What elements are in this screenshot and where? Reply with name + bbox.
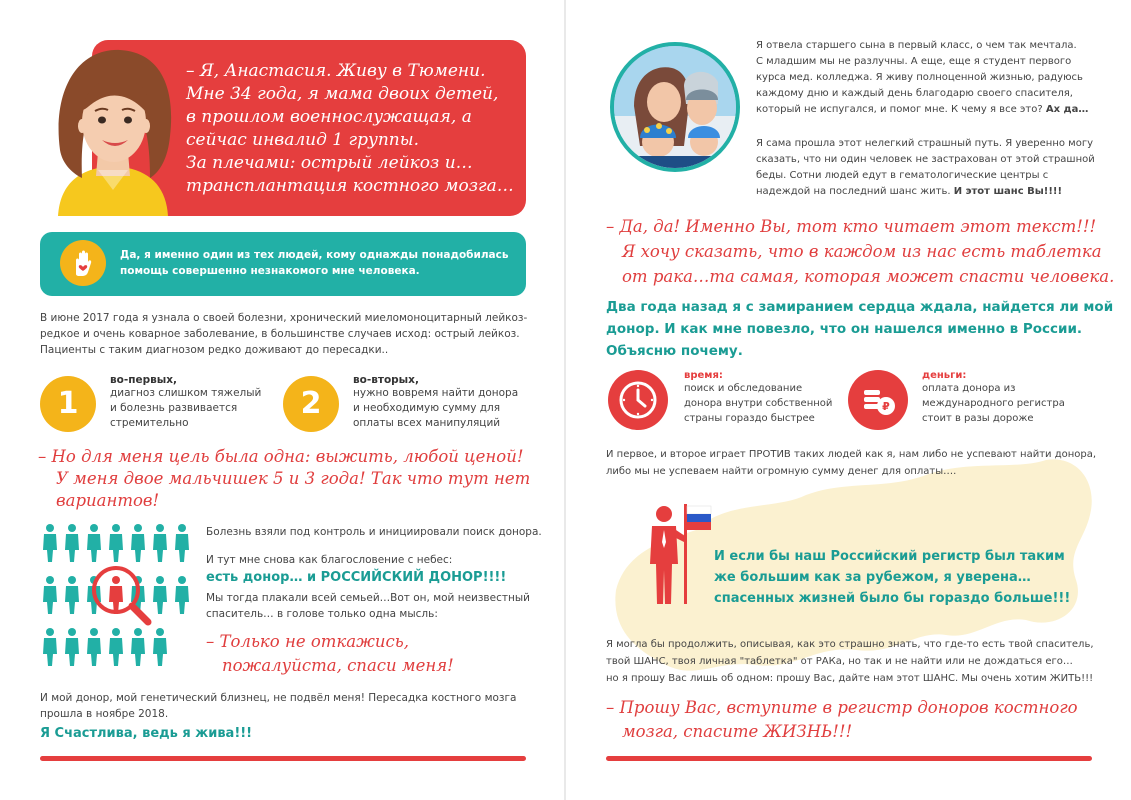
against-line: И первое, и второе играет ПРОТИВ таких людей как я, нам либо не успевают найти донора, (606, 449, 1097, 460)
donor-found-text: есть донор… и РОССИЙСКИЙ ДОНОР!!!! (206, 570, 507, 585)
continue-line: но я прошу Вас лишь об одном: прошу Вас, дайте нам этот ШАНС. Мы очень хотим ЖИТЬ!!! (606, 673, 1094, 684)
intro-line: трансплантация костного мозга… (186, 176, 514, 196)
intro-line: сейчас инвалид 1 группы. (186, 130, 419, 150)
against-paragraph (606, 446, 1126, 480)
twin-paragraph (40, 690, 540, 722)
bottom-divider (606, 756, 1092, 761)
path-line: Я сама прошла этот нелегкий страшный путь. Я уверенно могу (756, 138, 1093, 149)
point-number-1: 1 (40, 376, 96, 432)
intro-line: в прошлом военнослужащая, а (186, 107, 472, 127)
coins-icon (848, 370, 908, 430)
cried-paragraph (206, 590, 556, 622)
intro-line: – Я, Анастасия. Живу в Тюмени. (186, 61, 486, 81)
svg-text:₽: ₽ (882, 400, 890, 413)
point-line: и необходимую сумму для (353, 402, 501, 414)
path-line: надеждой на последний шанс жить. И этот шанс Вы!!!! (756, 186, 1063, 197)
school-line: С младшим мы не разлучны. А еще, еще я студент первого (756, 56, 1072, 67)
registry-line: же большим как за рубежом, я уверена… (714, 570, 1031, 585)
headline-line: Два года назад я с замиранием сердца ждала, найдется ли мой (606, 299, 1114, 315)
point-title: во-первых, (110, 374, 178, 386)
woman-avatar-illustration (38, 40, 188, 216)
quote-line: У меня двое мальчишек 5 и 3 года! Так что тут нет (56, 469, 531, 488)
donor-search-illustration (38, 522, 194, 678)
point-line: нужно вовремя найти донора (353, 387, 519, 399)
person-with-flag-illustration (644, 500, 714, 610)
banner-line: помощь совершенно незнакомого мне человека. (120, 265, 420, 277)
story-line: В июне 2017 года я узнала о своей болезни, хронический миеломоноцитарный лейкоз- (40, 312, 528, 324)
quote-line: – Только не откажись, (206, 632, 409, 651)
time-title: время: (684, 370, 723, 381)
cried-line: Мы тогда плакали всей семьей…Вот он, мой неизвестный (206, 592, 530, 604)
clock-icon (608, 370, 668, 430)
banner-line: Да, я именно один из тех людей, кому однажды понадобилась (120, 249, 509, 261)
continue-line: твой ШАНС, твоя личная "таблетка" от РАКа, но так и не найти или не дождаться его… (606, 656, 1073, 667)
continue-paragraph (606, 636, 1126, 687)
quote-line: пожалуйста, спаси меня! (222, 656, 454, 675)
quote-line: – Да, да! Именно Вы, тот кто читает этот текст!!! (606, 217, 1097, 236)
school-line: который не испугался, и помог мне. К чему я все это? Ах да… (756, 104, 1089, 115)
point-title: во-вторых, (353, 374, 419, 386)
twin-line: прошла в ноябре 2018. (40, 708, 169, 720)
quote-line: вариантов! (56, 491, 160, 510)
school-line: Я отвела старшего сына в первый класс, о чем так мечтала. (756, 40, 1077, 51)
control-text: Болезнь взяли под контроль и инициировали поиск донора. (206, 526, 542, 538)
cried-line: спаситель… в голове только одна мысль: (206, 608, 438, 620)
story-paragraph (40, 310, 540, 358)
family-photo (610, 42, 740, 172)
twin-line: И мой донор, мой генетический близнец, не подвёл меня! Пересадка костного мозга (40, 692, 517, 704)
headline-line: донор. И как мне повезло, что он нашелся именно в России. (606, 321, 1083, 337)
point-line: диагноз слишком тяжелый (110, 387, 262, 399)
quote-line: мозга, спасите ЖИЗНЬ!!! (622, 722, 853, 741)
registry-line: спасенных жизней было бы гораздо больше!!! (714, 591, 1071, 606)
quote-line: – Но для меня цель была одна: выжить, любой ценой! (38, 447, 524, 466)
path-paragraph (756, 136, 1106, 200)
right-page (566, 0, 1131, 800)
quote-line: Я хочу сказать, что в каждом из нас есть таблетка (622, 242, 1102, 261)
quote-join-registry (606, 696, 1126, 744)
money-line: международного регистра (922, 398, 1065, 409)
time-line: донора внутри собственной (684, 398, 833, 409)
happy-text: Я Счастлива, ведь я жива!!! (40, 726, 253, 741)
path-line: беды. Сотни людей едут в гематологические центры с (756, 170, 1049, 181)
time-line: поиск и обследование (684, 383, 803, 394)
point-line: стремительно (110, 417, 189, 429)
story-line: редкое и очень коварное заболевание, в большинстве случаев исход: острый лейкоз. (40, 328, 520, 340)
intro-quote (186, 60, 516, 198)
registry-statement (714, 546, 1114, 609)
path-line: сказать, что ни один человек не застрахован от этой страшной (756, 154, 1095, 165)
registry-line: И если бы наш Российский регистр был таким (714, 549, 1065, 564)
chance-text: И этот шанс Вы!!!! (953, 186, 1063, 197)
money-block (922, 370, 1112, 426)
money-line: стоит в разы дороже (922, 413, 1034, 424)
school-paragraph (756, 38, 1106, 118)
quote-dont-refuse (206, 630, 546, 678)
bottom-divider (40, 756, 526, 761)
time-block (684, 370, 854, 426)
ah-yes-text: Ах да… (1045, 104, 1089, 115)
story-line: Пациенты с таким диагнозом редко доживают до пересадки.. (40, 344, 389, 356)
blessing-text: И тут мне снова как благословение с небес: (206, 554, 453, 566)
point-second (353, 374, 553, 431)
against-line: либо мы не успеваем найти огромную сумму денег для оплаты…. (606, 466, 957, 477)
quote-goal (38, 446, 558, 512)
quote-line: – Прошу Вас, вступите в регистр доноров костного (606, 698, 1078, 717)
banner-text (120, 247, 510, 279)
school-line: курса мед. колледжа. Я живу полноценной жизнью, радуюсь (756, 72, 1083, 83)
time-line: страны гораздо быстрее (684, 413, 815, 424)
intro-line: За плечами: острый лейкоз и… (186, 153, 473, 173)
intro-line: Мне 34 года, я мама двоих детей, (186, 84, 499, 104)
point-line: оплаты всех манипуляций (353, 417, 501, 429)
headline-line: Объясню почему. (606, 343, 743, 359)
continue-line: Я могла бы продолжить, описывая, как это страшно знать, что где-то есть твой спаситель, (606, 639, 1094, 650)
point-line: и болезнь развивается (110, 402, 238, 414)
quote-line: от рака…та самая, которая может спасти человека. (622, 267, 1115, 286)
point-number-2: 2 (283, 376, 339, 432)
hand-heart-icon (60, 240, 106, 286)
point-first (110, 374, 280, 431)
headline-paragraph (606, 296, 1121, 362)
money-line: оплата донора из (922, 383, 1016, 394)
school-line: каждому дню и каждый день благодарю своего спасителя, (756, 88, 1073, 99)
quote-pill (606, 214, 1126, 289)
money-title: деньги: (922, 370, 967, 381)
left-page (0, 0, 565, 800)
